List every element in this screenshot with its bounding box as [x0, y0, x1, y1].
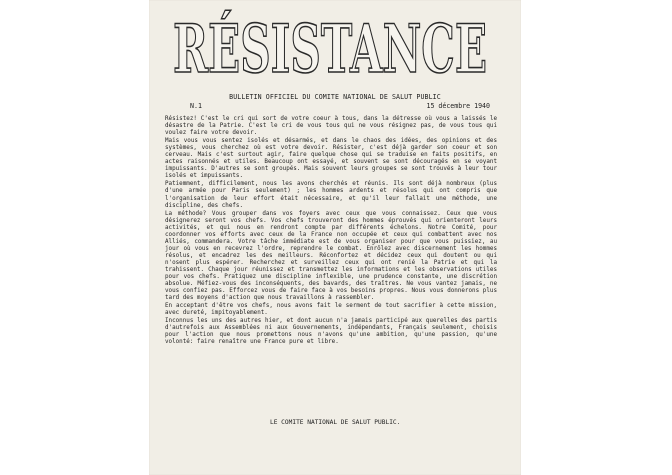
paragraph: En acceptant d'être vos chefs, nous avons fait le serment de tout sacrifier à cette mission, avec dureté, impitoyablement.: [165, 303, 497, 317]
masthead-title-text: RÉSISTANCE: [173, 10, 487, 88]
masthead-title: [170, 10, 490, 88]
paragraph: Mais vous vous sentez isolés et désarmés, et dans le chaos des idées, des opinions et des systèmes, vous cherchez où est votre devoir. Résister, c'est déjà garder son coeur et son cerveau. Mais c'est surtout agir, faire quelque chose qui se traduise en faits positifs, en actes raisonnés et utiles. Beaucoup ont essayé, et souvent se sont découragés en se voyant impuissants. D'autres se sont groupés. Mais souvent leurs groupes se sont trouvés à leur tour isolés et impuissants.: [165, 138, 497, 180]
bulletin-body: [165, 116, 497, 348]
paragraph: Inconnus les uns des autres hier, et dont aucun n'a jamais participé aux querelles des partis d'autrefois aux Assemblées ni aux Gouvernements, indépendants, Français seulement, choisis pour l'action que nous promettons nous n'avons qu'une ambition, qu'une passion, qu'une volonté: faire renaître une France pure et libre.: [165, 318, 497, 346]
paragraph: La méthode? Vous grouper dans vos foyers avec ceux que vous connaissez. Ceux que vous désignerez seront vos chefs. Vos chefs trouveront des hommes éprouvés qui orienteront leurs activités, et qui nous en rendront compte par différents échelons. Notre Comité, pour coordonner vos efforts avec ceux de la France non occupée et ceux qui combattent avec nos Alliés, commandera. Votre tâche immédiate est de vous organiser pour que vous puissiez, au jour où vous en recevrez l'ordre, reprendre le combat. Enrôlez avec discernement les hommes résolus, et encadrez les des meilleurs. Réconfortez et décidez ceux qui doutent ou qui n'osent plus espérer. Recherchez et surveillez ceux qui ont renié la Patrie et qui la trahissent. Chaque jour réunissez et transmettez les informations et les observations utiles pour vos chefs. Pratiquez une discipline inflexible, une prudence constante, une discrétion absolue. Méfiez-vous des inconséquents, des bavards, des traîtres. Ne vous vantez jamais, ne vous confiez pas. Efforcez vous de faire face à vos besoins propres. Nous vous donnerons plus tard des moyens d'action que nous travaillons à rassembler.: [165, 210, 497, 302]
bulletin-subtitle: BULLETIN OFFICIEL DU COMITE NATIONAL DE SALUT PUBLIC: [229, 93, 441, 101]
issue-date: 15 décembre 1940: [426, 102, 490, 110]
issue-meta: [190, 102, 490, 112]
paragraph: Résistez! C'est le cri qui sort de votre coeur à tous, dans la détresse où vous a laissés le désastre de la Patrie. C'est le cri de vous tous qui ne vous résignez pas, de vous tous qui voulez faire votre devoir.: [165, 116, 497, 137]
signature: LE COMITE NATIONAL DE SALUT PUBLIC.: [270, 419, 401, 426]
issue-number: N.1: [190, 102, 202, 110]
paragraph: Patiemment, difficilement, nous les avons cherchés et réunis. Ils sont déjà nombreux (plus d'une armée pour Paris seulement) ; les hommes ardents et résolus qui ont compris que l'organisation de leur effort était nécessaire, et qu'il leur fallait une méthode, une discipline, des chefs.: [165, 181, 497, 209]
